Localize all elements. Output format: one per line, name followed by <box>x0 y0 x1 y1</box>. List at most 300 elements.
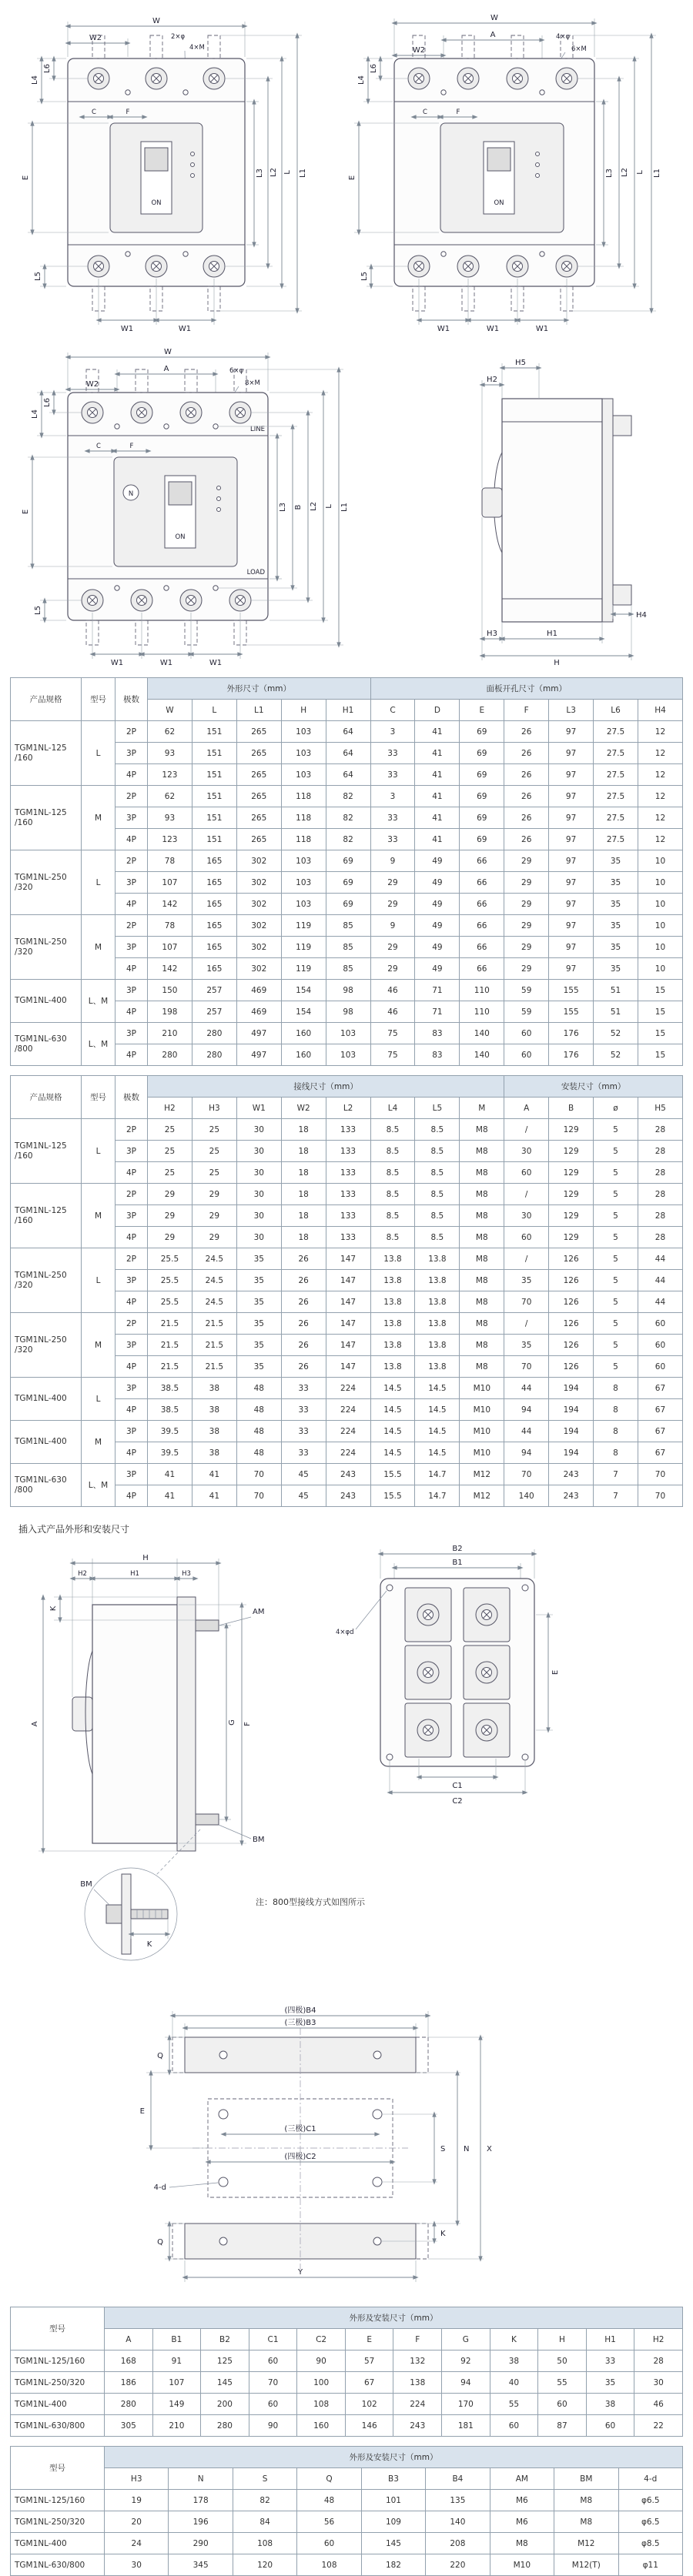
dim-label-h5: H5 <box>515 359 526 367</box>
cell: 33 <box>281 1378 326 1399</box>
table-body <box>11 1119 683 1507</box>
cell: 60 <box>297 2533 361 2554</box>
note-800-wiring: 注：800型接线方式如图所示 <box>256 1897 365 1907</box>
cell: 69 <box>326 872 370 894</box>
dim-label-x: X <box>487 2145 492 2153</box>
cell: 101 <box>361 2490 425 2511</box>
dim-label-w: W <box>490 14 498 22</box>
cell: 194 <box>549 1442 594 1464</box>
cell: 2P <box>116 1119 148 1141</box>
cell: L、M <box>82 1464 116 1507</box>
header-cell: L3 <box>549 700 594 721</box>
stud-label-am: AM <box>253 1608 265 1616</box>
cell: φ8.5 <box>618 2533 683 2554</box>
cell: M8 <box>554 2511 618 2533</box>
cell: 66 <box>460 850 504 872</box>
cell: 103 <box>281 850 326 872</box>
cell: 33 <box>370 807 415 829</box>
dim-label-q-bottom: Q <box>157 2238 163 2247</box>
cell: 497 <box>236 1044 281 1066</box>
plugin-drilling-dimensions-table <box>10 2446 683 2576</box>
cell: 5 <box>594 1141 638 1162</box>
cell: TGM1NL-400 <box>11 2394 105 2415</box>
cell: 69 <box>460 743 504 764</box>
cell: 27.5 <box>594 764 638 786</box>
cell: 70 <box>504 1464 549 1485</box>
cell: 26 <box>281 1291 326 1313</box>
cell: 24.5 <box>192 1270 236 1291</box>
header-cell: 接线尺寸（mm） <box>148 1076 504 1098</box>
cell: 4P <box>116 1485 148 1507</box>
detail-label-k: K <box>146 1940 152 1949</box>
cell: 103 <box>281 872 326 894</box>
cell: 18 <box>281 1184 326 1205</box>
cell: 70 <box>236 1464 281 1485</box>
toggle-on-label: ON <box>494 199 504 207</box>
cell: 155 <box>549 1001 594 1023</box>
cell: 129 <box>549 1141 594 1162</box>
dim-label-l2: L2 <box>310 502 318 511</box>
cell: 97 <box>549 743 594 764</box>
cell: TGM1NL-250 /320 <box>11 1313 82 1378</box>
cell: 3P <box>116 980 148 1001</box>
cell: 5 <box>594 1270 638 1291</box>
dim-label-w1b: W1 <box>486 325 500 333</box>
cell: 345 <box>169 2554 233 2576</box>
header-cell: G <box>442 2329 490 2350</box>
dim-label-e: E <box>22 175 30 181</box>
cell: 60 <box>538 2394 587 2415</box>
cell: 3P <box>116 1141 148 1162</box>
dim-label-b: B <box>294 504 303 510</box>
header-cell: H <box>538 2329 587 2350</box>
cell: 13.8 <box>415 1270 460 1291</box>
table-row <box>11 1248 683 1270</box>
cell: 66 <box>460 915 504 937</box>
dim-label-l6: L6 <box>43 64 52 73</box>
cell: 12 <box>638 829 682 850</box>
cell: 27.5 <box>594 721 638 743</box>
cell: 108 <box>233 2533 296 2554</box>
cell: 35 <box>586 2372 634 2394</box>
cell: 85 <box>326 937 370 958</box>
cell: 280 <box>105 2394 153 2415</box>
cell: 69 <box>460 764 504 786</box>
cell: 133 <box>326 1227 370 1248</box>
cell: M8 <box>460 1291 504 1313</box>
cell: 194 <box>549 1399 594 1421</box>
cell: 5 <box>594 1227 638 1248</box>
cell: 35 <box>504 1335 549 1356</box>
cell: 26 <box>504 829 549 850</box>
cell: 38 <box>192 1421 236 1442</box>
dim-label-k: K <box>440 2230 446 2238</box>
cell: 70 <box>236 1485 281 1507</box>
dim-label-h: H <box>142 1554 149 1562</box>
detail-label-bm: BM <box>80 1880 92 1889</box>
cell: 210 <box>148 1023 192 1044</box>
dim-label-b4: (四极)B4 <box>284 2006 316 2015</box>
cell: 10 <box>638 937 682 958</box>
note-holes: 6×φ <box>229 367 244 375</box>
cell: 2P <box>116 786 148 807</box>
cell: 8 <box>594 1442 638 1464</box>
dim-label-a: A <box>31 1721 39 1727</box>
drawing-side-view <box>417 345 679 668</box>
cell: 126 <box>549 1270 594 1291</box>
header-cell: H3 <box>192 1098 236 1119</box>
cell: 14.5 <box>370 1399 415 1421</box>
cell: M8 <box>460 1205 504 1227</box>
cell: 71 <box>415 1001 460 1023</box>
cell: 5 <box>594 1291 638 1313</box>
cell: 8 <box>594 1378 638 1399</box>
cell: 5 <box>594 1356 638 1378</box>
cell: L、M <box>82 1023 116 1066</box>
dim-label-y: Y <box>297 2268 303 2277</box>
cell: φ6.5 <box>618 2511 683 2533</box>
cell: M8 <box>460 1248 504 1270</box>
cell: 4P <box>116 1162 148 1184</box>
table-row <box>11 2554 683 2576</box>
cell: 35 <box>594 915 638 937</box>
cell: M <box>82 915 116 980</box>
cell: 35 <box>236 1291 281 1313</box>
dim-label-c2: (四极)C2 <box>284 2153 316 2161</box>
cell: 8.5 <box>370 1162 415 1184</box>
cell: 5 <box>594 1184 638 1205</box>
cell: 129 <box>549 1227 594 1248</box>
header-cell: ø <box>594 1098 638 1119</box>
cell: 46 <box>634 2394 683 2415</box>
cell: 5 <box>594 1313 638 1335</box>
cell: M <box>82 1184 116 1248</box>
cell: 55 <box>538 2372 587 2394</box>
cell: TGM1NL-400 <box>11 2533 105 2554</box>
cell: 90 <box>297 2350 346 2372</box>
cell: M <box>82 1421 116 1464</box>
table-head <box>11 678 683 721</box>
wiring-mounting-dimensions-table <box>10 1075 683 1507</box>
cell: 30 <box>236 1227 281 1248</box>
cell: 29 <box>148 1205 192 1227</box>
cell: 28 <box>634 2350 683 2372</box>
cell: 265 <box>236 743 281 764</box>
cell: 94 <box>442 2372 490 2394</box>
cell: 30 <box>236 1141 281 1162</box>
header-cell: 型号 <box>11 2447 105 2490</box>
cell: 27.5 <box>594 829 638 850</box>
cell: 45 <box>281 1464 326 1485</box>
cell: 29 <box>504 872 549 894</box>
cell: 3P <box>116 1270 148 1291</box>
cell: 224 <box>326 1421 370 1442</box>
cell: 129 <box>549 1119 594 1141</box>
cell: 97 <box>549 786 594 807</box>
dim-label-l4: L4 <box>31 75 39 85</box>
cell: / <box>504 1184 549 1205</box>
cell: 4P <box>116 1001 148 1023</box>
dim-label-l3: L3 <box>279 503 287 512</box>
cell: 243 <box>326 1464 370 1485</box>
cell: 165 <box>192 958 236 980</box>
cell: 257 <box>192 980 236 1001</box>
cell: 60 <box>504 1162 549 1184</box>
cell: TGM1NL-250/320 <box>11 2372 105 2394</box>
cell: 82 <box>326 829 370 850</box>
cell: 60 <box>249 2350 297 2372</box>
cell: 8.5 <box>415 1141 460 1162</box>
cell: 97 <box>549 894 594 915</box>
cell: 194 <box>549 1421 594 1442</box>
cell: 14.5 <box>415 1421 460 1442</box>
dim-label-q-top: Q <box>157 2052 163 2060</box>
cell: 119 <box>281 937 326 958</box>
cell: 5 <box>594 1205 638 1227</box>
dim-label-l1: L1 <box>340 503 349 512</box>
header-cell: 外形及安装尺寸（mm） <box>105 2447 683 2468</box>
cell: 70 <box>249 2372 297 2394</box>
cell: 5 <box>594 1335 638 1356</box>
cell: 125 <box>201 2350 249 2372</box>
cell: TGM1NL-630 /800 <box>11 1023 82 1066</box>
dim-label-e: E <box>22 509 30 515</box>
cell: 170 <box>442 2394 490 2415</box>
cell: 33 <box>370 829 415 850</box>
cell: 8.5 <box>415 1119 460 1141</box>
cell: L <box>82 1119 116 1184</box>
cell: 160 <box>297 2415 346 2437</box>
cell: 67 <box>345 2372 393 2394</box>
cell: 60 <box>490 2415 538 2437</box>
cell: 165 <box>192 915 236 937</box>
cell: 44 <box>638 1270 682 1291</box>
header-cell: L6 <box>594 700 638 721</box>
cell: 44 <box>638 1248 682 1270</box>
header-cell: L <box>192 700 236 721</box>
cell: 97 <box>549 850 594 872</box>
cell: 26 <box>281 1335 326 1356</box>
cell: 15.5 <box>370 1485 415 1507</box>
cell: 13.8 <box>370 1356 415 1378</box>
cell: 4P <box>116 1044 148 1066</box>
header-cell: H3 <box>105 2468 169 2490</box>
plugin-section-title: 插入式产品外形和安装尺寸 <box>18 1524 130 1535</box>
cell: 13.8 <box>370 1270 415 1291</box>
cell: 64 <box>326 764 370 786</box>
cell: 25.5 <box>148 1270 192 1291</box>
header-cell: 极数 <box>116 678 148 721</box>
cell: 12 <box>638 786 682 807</box>
cell: 66 <box>460 937 504 958</box>
cell: 24 <box>105 2533 169 2554</box>
cell: 145 <box>361 2533 425 2554</box>
cell: 133 <box>326 1205 370 1227</box>
cell: 4P <box>116 958 148 980</box>
cell: 13.8 <box>415 1335 460 1356</box>
header-cell: B3 <box>361 2468 425 2490</box>
cell: 18 <box>281 1205 326 1227</box>
cell: 35 <box>236 1313 281 1335</box>
cell: 25 <box>192 1162 236 1184</box>
cell: 305 <box>105 2415 153 2437</box>
dim-label-a: A <box>163 365 169 373</box>
cell: 8.5 <box>370 1119 415 1141</box>
cell: M8 <box>460 1270 504 1291</box>
cell: 220 <box>426 2554 490 2576</box>
dim-label-w: W <box>164 348 172 356</box>
cell: 62 <box>148 721 192 743</box>
cell: 26 <box>281 1270 326 1291</box>
cell: 46 <box>370 980 415 1001</box>
dim-label-l5: L5 <box>360 272 369 281</box>
cell: 12 <box>638 764 682 786</box>
cell: 28 <box>638 1227 682 1248</box>
cell: 27.5 <box>594 807 638 829</box>
table-row <box>11 2394 683 2415</box>
cell: 14.5 <box>415 1399 460 1421</box>
header-cell: C <box>370 700 415 721</box>
cell: M8 <box>460 1335 504 1356</box>
dim-label-h2: H2 <box>78 1570 87 1578</box>
table-row <box>11 2533 683 2554</box>
cell: 59 <box>504 1001 549 1023</box>
cell: 52 <box>594 1044 638 1066</box>
cell: 44 <box>504 1378 549 1399</box>
dim-label-w2: W2 <box>412 46 426 55</box>
cell: 69 <box>460 721 504 743</box>
dim-label-l5: L5 <box>34 272 42 281</box>
table-row <box>11 1119 683 1141</box>
cell: 4P <box>116 1399 148 1421</box>
cell: 149 <box>152 2394 201 2415</box>
cell: 44 <box>504 1421 549 1442</box>
cell: 126 <box>549 1248 594 1270</box>
cell: 107 <box>152 2372 201 2394</box>
cell: 280 <box>201 2415 249 2437</box>
cell: TGM1NL-630/800 <box>11 2415 105 2437</box>
note-screws: 6×M <box>571 45 587 53</box>
cell: 140 <box>426 2511 490 2533</box>
cell: L <box>82 1378 116 1421</box>
cell: 25 <box>192 1141 236 1162</box>
table-row <box>11 2372 683 2394</box>
cell: 2P <box>116 1184 148 1205</box>
dim-label-w2: W2 <box>85 380 99 389</box>
header-cell: 型号 <box>82 1076 116 1119</box>
cell: 21.5 <box>148 1313 192 1335</box>
cell: TGM1NL-250 /320 <box>11 915 82 980</box>
cell: 19 <box>105 2490 169 2511</box>
table-row <box>11 1421 683 1442</box>
cell: 60 <box>249 2394 297 2415</box>
cell: 30 <box>236 1205 281 1227</box>
dim-label-h3: H3 <box>487 630 497 638</box>
cell: 92 <box>442 2350 490 2372</box>
cell: 108 <box>297 2554 361 2576</box>
cell: 107 <box>148 872 192 894</box>
cell: 210 <box>152 2415 201 2437</box>
header-cell: N <box>169 2468 233 2490</box>
cell: 38 <box>490 2350 538 2372</box>
cell: TGM1NL-400 <box>11 1378 82 1421</box>
cell: 26 <box>504 764 549 786</box>
cell: 49 <box>415 850 460 872</box>
cell: 302 <box>236 894 281 915</box>
cell: 10 <box>638 850 682 872</box>
cell: 2P <box>116 1313 148 1335</box>
cell: L <box>82 1248 116 1313</box>
cell: 118 <box>281 807 326 829</box>
cell: 13.8 <box>415 1291 460 1313</box>
cell: 41 <box>415 786 460 807</box>
cell: 3P <box>116 743 148 764</box>
header-cell: B4 <box>426 2468 490 2490</box>
cell: 5 <box>594 1248 638 1270</box>
table-head <box>11 2447 683 2490</box>
header-cell: E <box>460 700 504 721</box>
cell: 82 <box>233 2490 296 2511</box>
header-cell: D <box>415 700 460 721</box>
cell: 20 <box>105 2511 169 2533</box>
cell: 147 <box>326 1291 370 1313</box>
dim-label-h3: H3 <box>182 1570 191 1578</box>
cell: 50 <box>538 2350 587 2372</box>
cell: 208 <box>426 2533 490 2554</box>
cell: 33 <box>281 1399 326 1421</box>
cell: 40 <box>490 2372 538 2394</box>
toggle-on-label: ON <box>175 533 186 541</box>
cell: 67 <box>638 1421 682 1442</box>
cell: 14.7 <box>415 1464 460 1485</box>
dim-label-l3: L3 <box>605 169 614 178</box>
cell: 302 <box>236 850 281 872</box>
cell: M8 <box>460 1162 504 1184</box>
cell: 8.5 <box>370 1205 415 1227</box>
dim-label-l6: L6 <box>370 64 378 73</box>
dim-label-b1: B1 <box>452 1559 463 1567</box>
cell: 140 <box>460 1023 504 1044</box>
cell: 243 <box>393 2415 442 2437</box>
dim-label-e: E <box>551 1669 560 1676</box>
cell: 28 <box>638 1184 682 1205</box>
cell: 97 <box>549 958 594 980</box>
dim-label-l2: L2 <box>270 168 278 177</box>
cell: 30 <box>504 1141 549 1162</box>
cell: 135 <box>426 2490 490 2511</box>
cell: M8 <box>460 1356 504 1378</box>
cell: 26 <box>504 721 549 743</box>
cell: 142 <box>148 894 192 915</box>
header-cell: L2 <box>326 1098 370 1119</box>
cell: 29 <box>148 1184 192 1205</box>
table-row <box>11 850 683 872</box>
cell: 126 <box>549 1291 594 1313</box>
cell: 14.5 <box>370 1421 415 1442</box>
cell: 14.5 <box>415 1378 460 1399</box>
dim-label-w1b: W1 <box>178 325 192 333</box>
dim-label-l: L <box>325 504 333 509</box>
cell: 5 <box>594 1162 638 1184</box>
table-row <box>11 2350 683 2372</box>
cell: 3 <box>370 721 415 743</box>
header-cell: A <box>105 2329 153 2350</box>
cell: 497 <box>236 1023 281 1044</box>
cell: 94 <box>504 1399 549 1421</box>
cell: 41 <box>415 829 460 850</box>
cell: 29 <box>370 958 415 980</box>
cell: 129 <box>549 1162 594 1184</box>
